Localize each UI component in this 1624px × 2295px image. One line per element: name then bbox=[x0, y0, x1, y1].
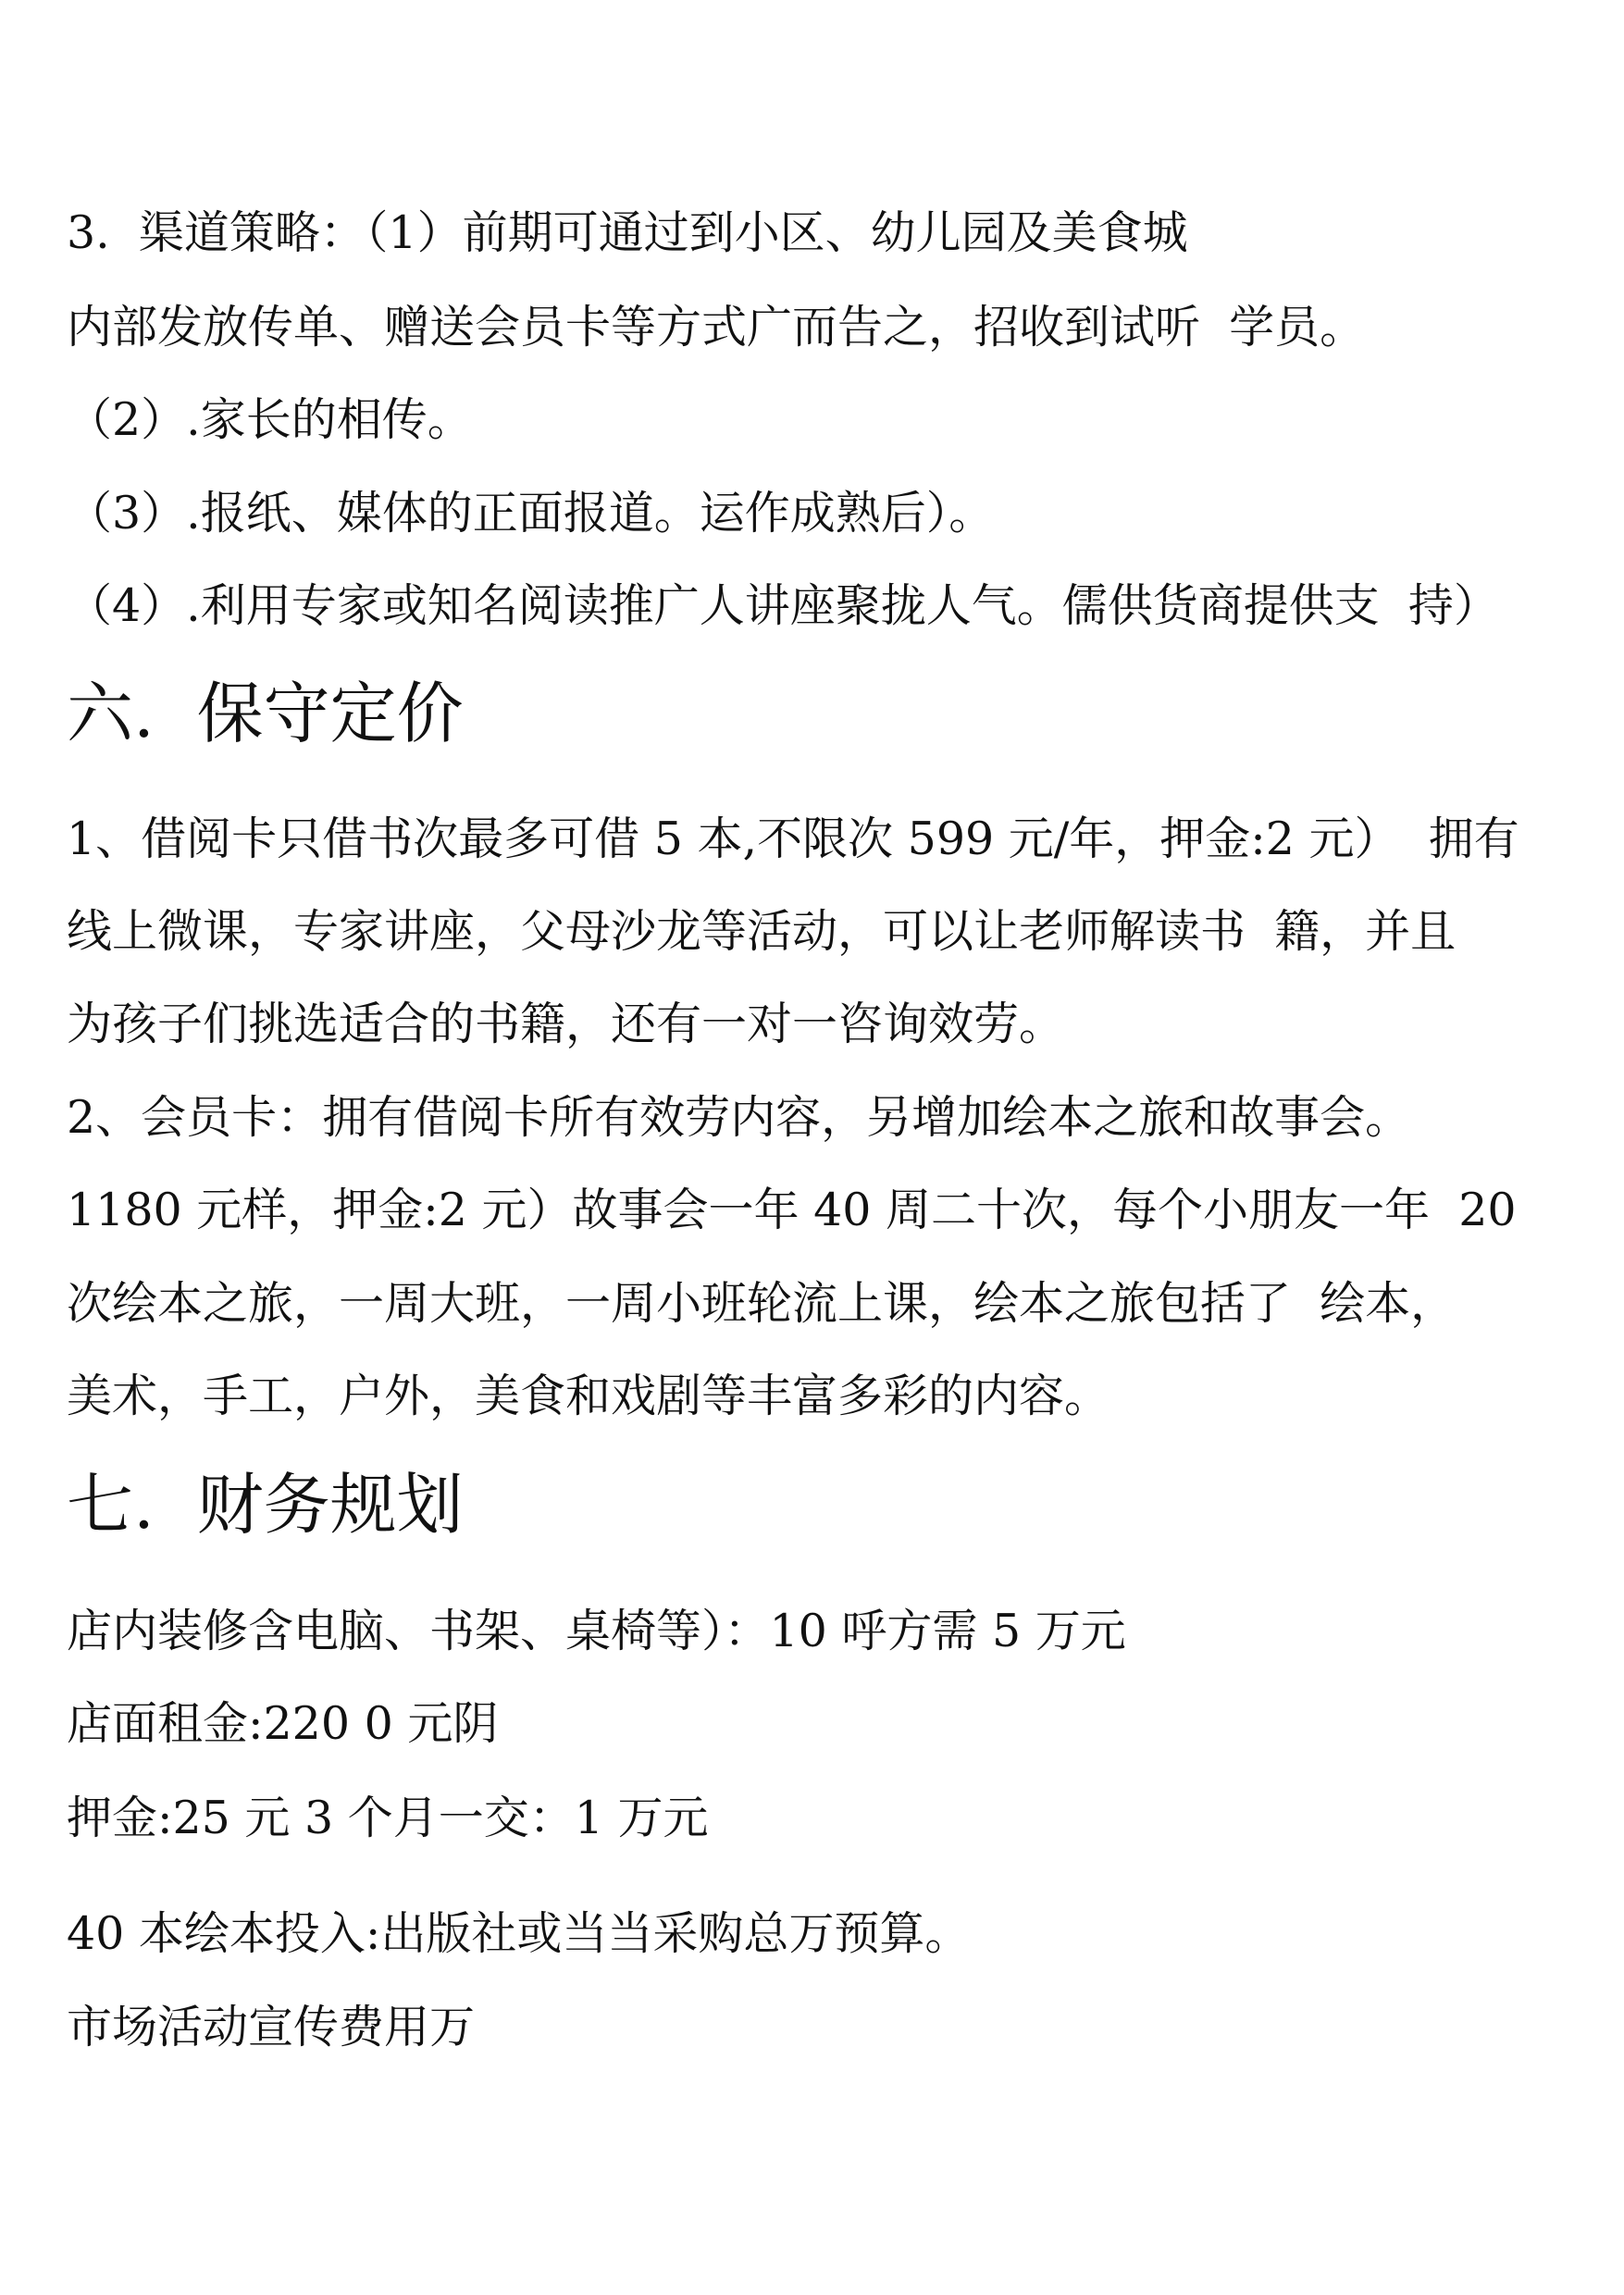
channel-strategy-item-3: （3）.报纸、媒体的正面报道。运作成熟后）。 bbox=[67, 487, 995, 540]
pricing-item-1-line-1: 1、借阅卡只借书次最多可借 5 本,不限次 599 元/年，押金:2 元） 拥有 bbox=[67, 813, 1519, 865]
section-heading-pricing: 六. 保守定价 bbox=[67, 675, 464, 752]
finance-line-renovation: 店内装修含电脑、书架、桌椅等）：10 呼方需 5 万元 bbox=[67, 1605, 1126, 1657]
channel-strategy-item-4: （4）.利用专家或知名阅读推广人讲座聚拢人气。儒供货商提供支 持） bbox=[67, 579, 1499, 632]
finance-line-deposit: 押金:25 元 3 个月一交：1 万元 bbox=[67, 1792, 709, 1844]
pricing-item-2-line-1: 2、会员卡：拥有借阅卡所有效劳内容，另增加绘本之旅和故事会。 bbox=[67, 1091, 1411, 1144]
section-heading-finance: 七. 财务规划 bbox=[67, 1466, 464, 1544]
pricing-item-1-line-2: 线上微课，专家讲座，父母沙龙等活动，可以让老师解读书 籍，并且 bbox=[67, 905, 1457, 958]
channel-strategy-item-2: （2）.家长的相传。 bbox=[67, 393, 473, 446]
pricing-item-1-line-3: 为孩子们挑选适合的书籍，还有一对一咨询效劳。 bbox=[67, 998, 1065, 1050]
channel-strategy-line-1: 3. 渠道策略：（1）前期可通过到小区、幼儿园及美食城 bbox=[67, 206, 1188, 259]
finance-line-marketing: 市场活动宣传费用万 bbox=[67, 2001, 476, 2053]
pricing-item-2-line-4: 美术，手工，户外，美食和戏剧等丰富多彩的内容。 bbox=[67, 1370, 1110, 1422]
pricing-item-2-line-2: 1180 元样，押金:2 元）故事会一年 40 周二十次，每个小朋友一年 20 bbox=[67, 1184, 1517, 1236]
finance-line-books: 40 本绘本投入:出版社或当当采购总万预算。 bbox=[67, 1907, 971, 1960]
pricing-item-2-line-3: 次绘本之旅，一周大班，一周小班轮流上课，绘本之旅包括了 绘本， bbox=[67, 1277, 1457, 1330]
channel-strategy-line-2: 内部发放传单、赠送会员卡等方式广而告之，招收到试听 学员。 bbox=[67, 301, 1366, 354]
finance-line-rent: 店面租金:220 0 元阴 bbox=[67, 1697, 499, 1750]
